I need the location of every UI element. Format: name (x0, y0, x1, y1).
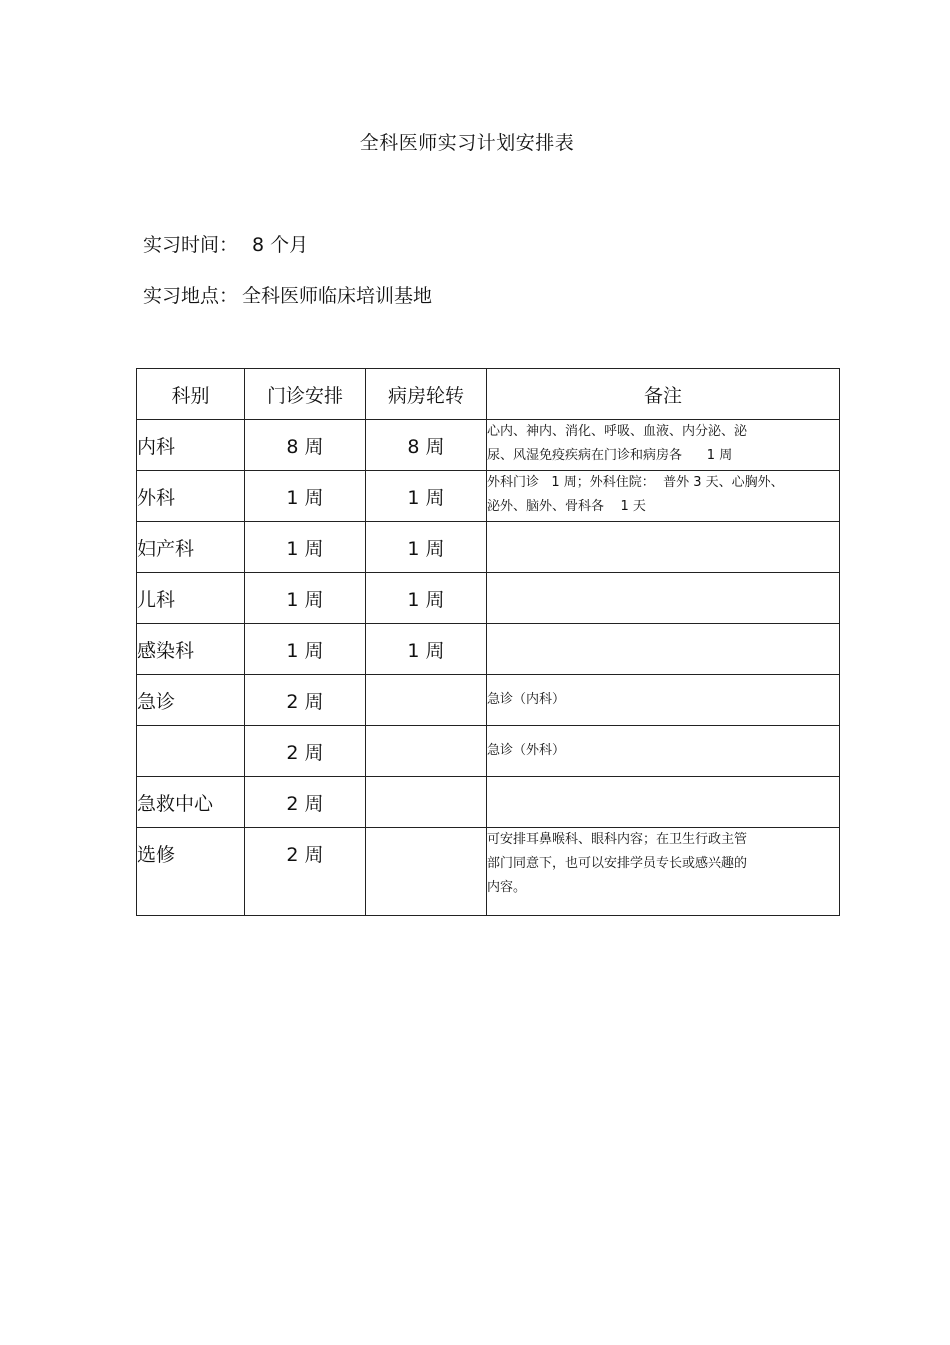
cell-clinic-weeks: 1 周 (245, 471, 366, 522)
table-header-row (137, 369, 840, 420)
table-row (137, 522, 840, 573)
table-row (137, 726, 840, 777)
cell-department: 选修 (137, 828, 245, 916)
header-department: 科别 (137, 369, 245, 420)
cell-notes (487, 573, 840, 624)
cell-ward-weeks: 8 周 (366, 420, 487, 471)
cell-notes (487, 471, 840, 522)
location-line (143, 281, 432, 308)
cell-notes (487, 675, 840, 726)
cell-ward-weeks (366, 777, 487, 828)
note-line: 可安排耳鼻喉科、眼科内容；在卫生行政主管 (487, 832, 748, 847)
duration-line (143, 230, 308, 257)
cell-ward-weeks (366, 675, 487, 726)
cell-notes (487, 420, 840, 471)
header-notes: 备注 (487, 369, 840, 420)
note-line: 心内、神内、消化、呼吸、血液、内分泌、泌 (487, 424, 748, 439)
cell-clinic-weeks: 2 周 (245, 726, 366, 777)
note-line: 急诊（外科） (487, 743, 566, 758)
note-line: 部门同意下，也可以安排学员专长或感兴趣的 (487, 856, 748, 871)
cell-clinic-weeks: 8 周 (245, 420, 366, 471)
table-row (137, 675, 840, 726)
table-row (137, 777, 840, 828)
note-line: 外科门诊 1 周；外科住院： 普外 3 天、心胸外、 (487, 475, 784, 490)
note-line: 急诊（内科） (487, 692, 566, 707)
table-row (137, 471, 840, 522)
table-body (137, 420, 840, 916)
cell-ward-weeks: 1 周 (366, 471, 487, 522)
cell-ward-weeks: 1 周 (366, 624, 487, 675)
cell-ward-weeks (366, 726, 487, 777)
location-label: 实习地点： (143, 285, 239, 307)
cell-clinic-weeks: 1 周 (245, 522, 366, 573)
cell-department: 外科 (137, 471, 245, 522)
cell-clinic-weeks: 1 周 (245, 573, 366, 624)
cell-department: 急诊 (137, 675, 245, 726)
location-value: 全科医师临床培训基地 (242, 285, 433, 307)
cell-department: 感染科 (137, 624, 245, 675)
header-clinic: 门诊安排 (245, 369, 366, 420)
note-line: 泌外、脑外、骨科各 1 天 (487, 499, 646, 514)
cell-clinic-weeks: 2 周 (245, 675, 366, 726)
note-line: 内容。 (487, 880, 527, 895)
cell-clinic-weeks: 1 周 (245, 624, 366, 675)
duration-label: 实习时间： (143, 234, 239, 256)
table-row (137, 624, 840, 675)
table-row (137, 420, 840, 471)
cell-ward-weeks (366, 828, 487, 916)
cell-ward-weeks: 1 周 (366, 573, 487, 624)
schedule-table (136, 368, 840, 916)
cell-notes (487, 828, 840, 916)
cell-department: 内科 (137, 420, 245, 471)
cell-ward-weeks: 1 周 (366, 522, 487, 573)
document-title: 全科医师实习计划安排表 (359, 132, 575, 154)
duration-value: 8 个月 (252, 234, 309, 256)
cell-notes (487, 624, 840, 675)
cell-notes (487, 522, 840, 573)
cell-clinic-weeks: 2 周 (245, 828, 366, 916)
note-line: 尿、风湿免疫疾病在门诊和病房各 1 周 (487, 448, 733, 463)
cell-department: 急救中心 (137, 777, 245, 828)
cell-notes (487, 726, 840, 777)
header-ward: 病房轮转 (366, 369, 487, 420)
cell-department: 儿科 (137, 573, 245, 624)
cell-department: 妇产科 (137, 522, 245, 573)
cell-department (137, 726, 245, 777)
cell-notes (487, 777, 840, 828)
table-row (137, 828, 840, 916)
table-row (137, 573, 840, 624)
cell-clinic-weeks: 2 周 (245, 777, 366, 828)
